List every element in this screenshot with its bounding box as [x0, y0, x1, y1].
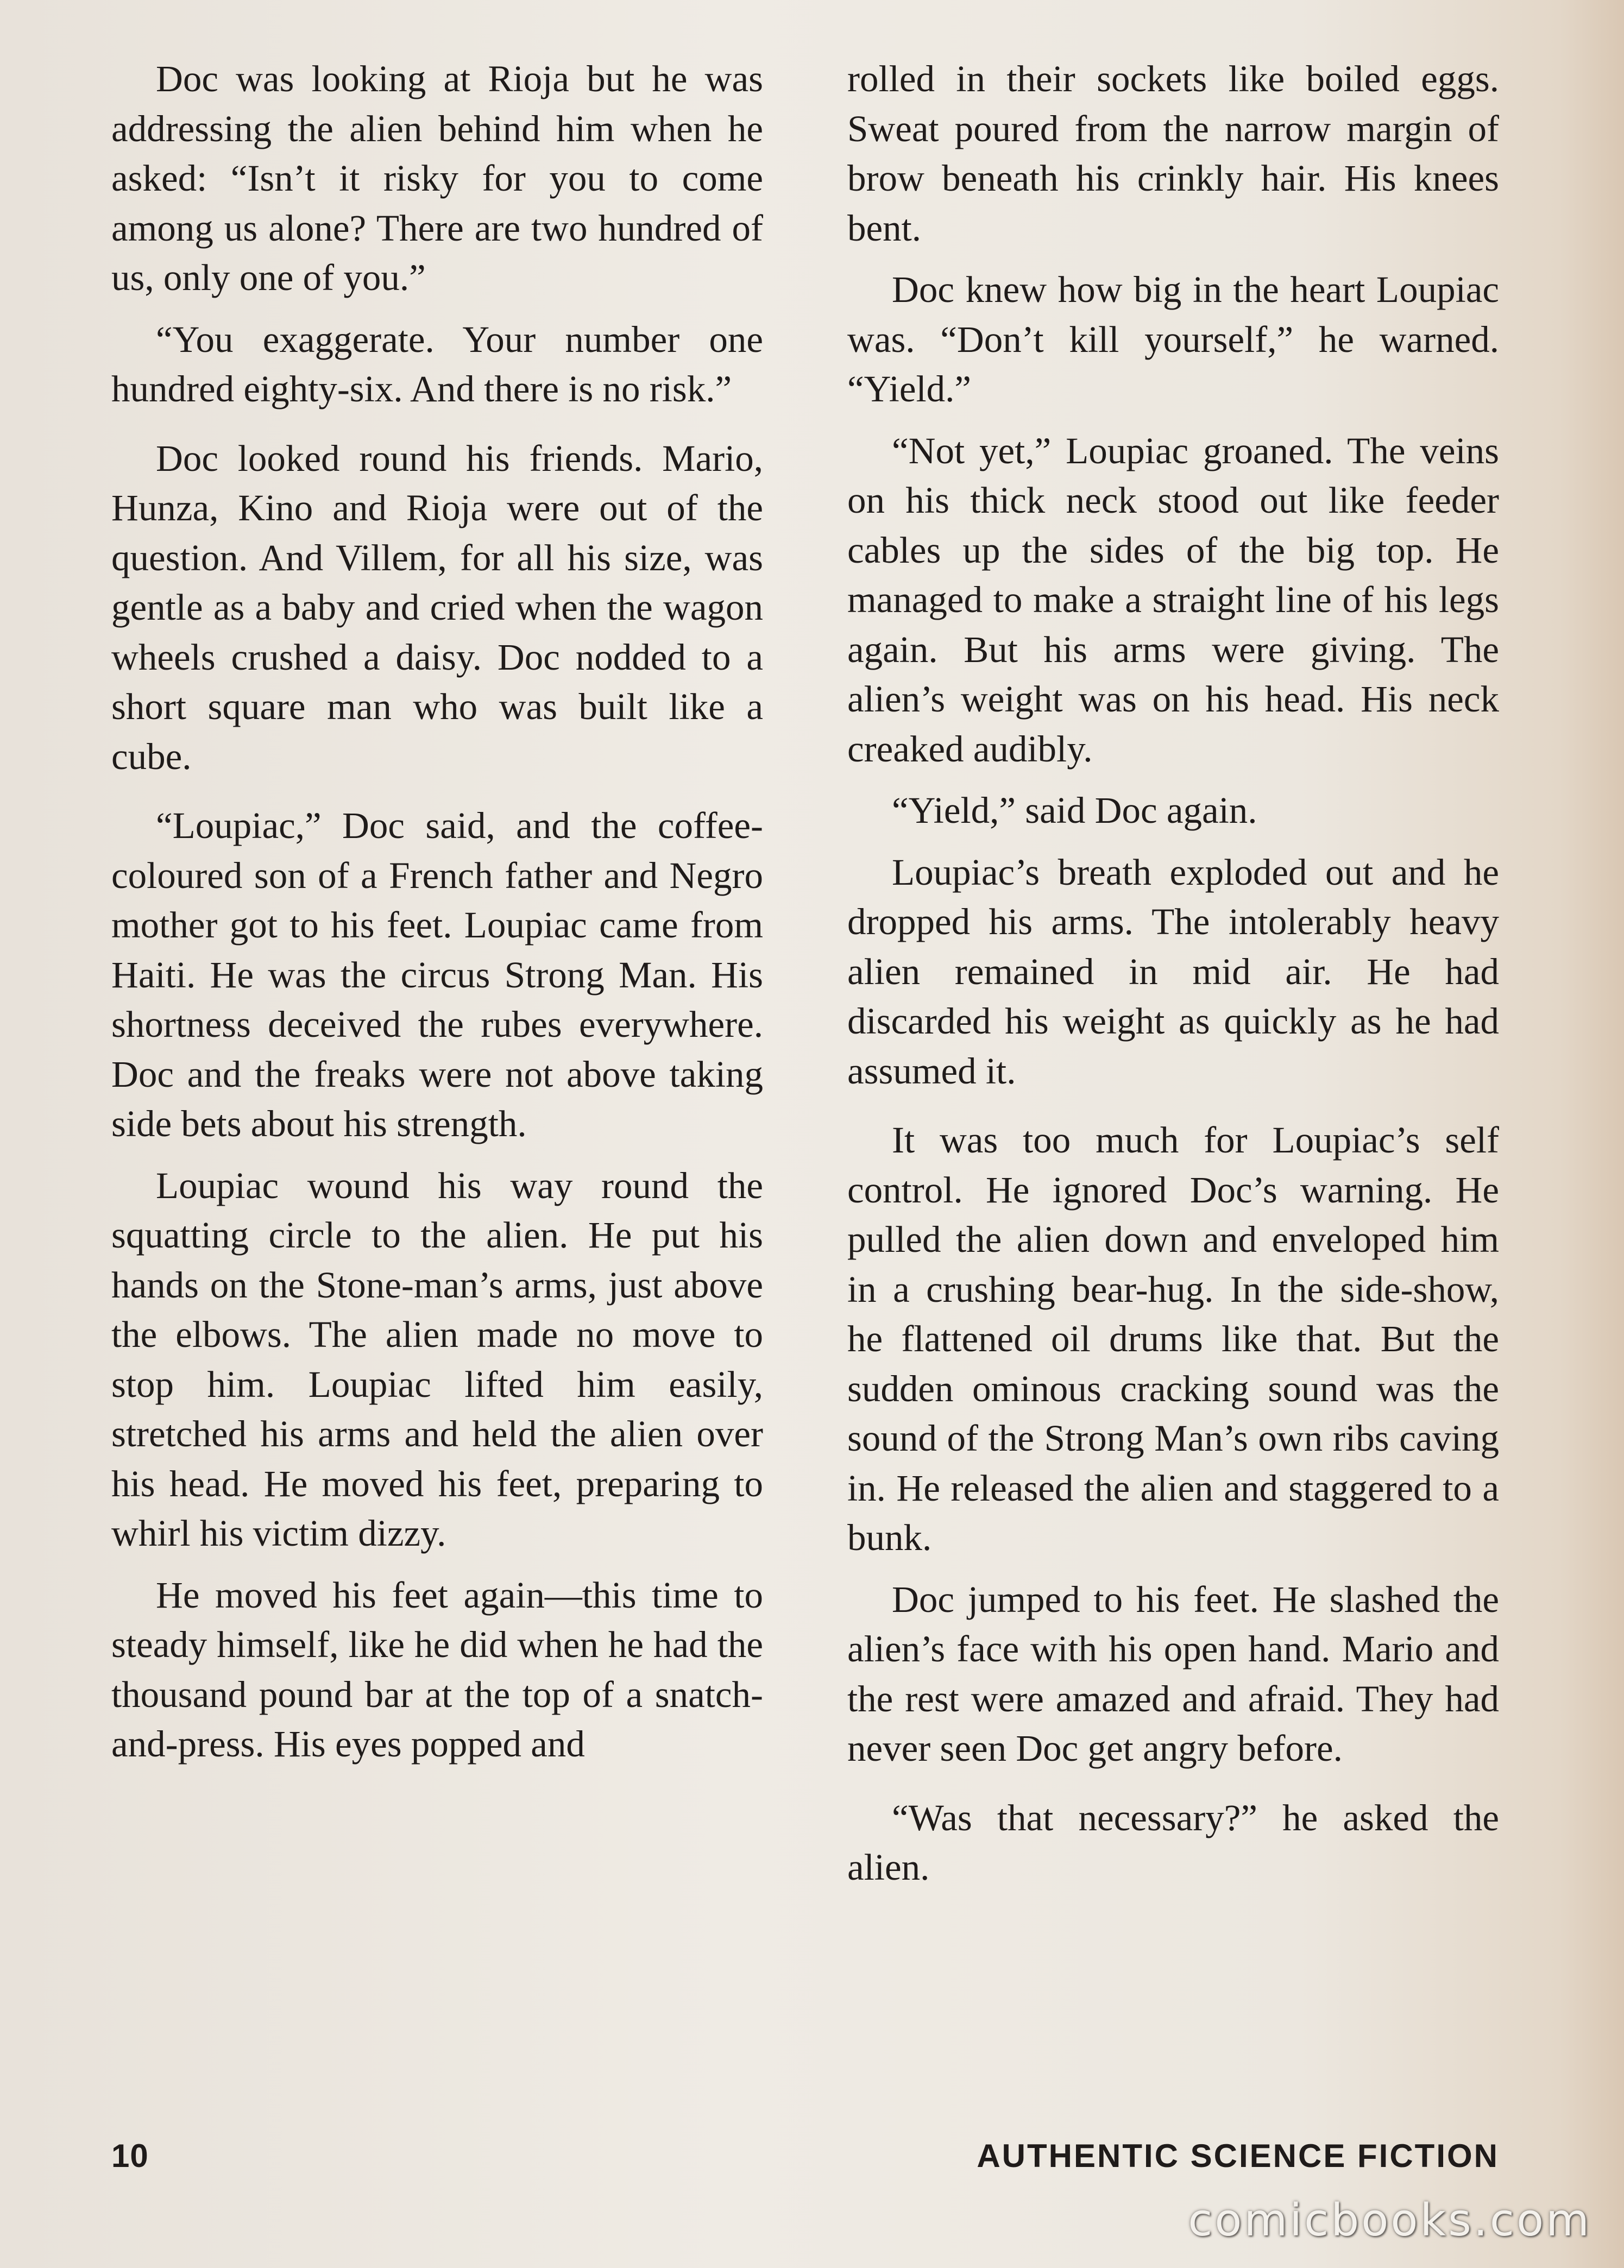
paragraph: Doc was looking at Rioja but he was addressing the alien behind him when he asked: “Isn’t it risky for you to come among us alone? There are two hundred of us, only one of you.” — [111, 58, 763, 298]
running-title: AUTHENTIC SCIENCE FICTION — [977, 2138, 1499, 2174]
paragraph: Doc jumped to his feet. He slashed the alien’s face with his open hand. Mario and the rest were amazed and afraid. They had never seen Doc get angry before. — [847, 1578, 1499, 1769]
paragraph: “Not yet,” Loupiac groaned. The veins on his thick neck stood out like feeder cables up the sides of the big top. He managed to make a straight line of his legs again. But his arms were giving. The alien’s weight was on his head. His neck creaked audibly. — [847, 430, 1499, 770]
paragraph: It was too much for Loupiac’s self control. He ignored Doc’s warning. He pulled the alien down and enveloped him in a crushing bear-hug. In the side-show, he flattened oil drums like that. But the sudden ominous cracking sound was the sound of the Strong Man’s own ribs caving in. He released the alien and staggered to a bunk. — [847, 1119, 1499, 1558]
watermark: comicbooks.com — [1188, 2195, 1591, 2246]
paragraph: Loupiac wound his way round the squatting circle to the alien. He put his hands on the Stone-man’s arms, just above the elbows. The alien made no move to stop him. Loupiac lifted him easily, stretched his arms and held the alien over his head. He moved his feet, preparing to whirl his victim dizzy. — [111, 1164, 763, 1554]
paragraph: Loupiac’s breath exploded out and he dropped his arms. The intolerably heavy alien remained in mid air. He had discarded his weight as quickly as he had assumed it. — [847, 851, 1499, 1092]
paragraph: Doc looked round his friends. Mario, Hunza, Kino and Rioja were out of the question. And Villem, for all his size, was gentle as a baby and cried when the wagon wheels crushed a daisy. Doc nodded to a short square man who was built like a cube. — [111, 437, 763, 777]
page-number: 10 — [111, 2138, 149, 2174]
paragraph-continued: rolled in their sockets like boiled eggs. Sweat poured from the narrow margin of brow beneath his crinkly hair. His knees bent. — [847, 58, 1499, 249]
right-text-column — [847, 54, 1499, 1905]
paragraph: “Loupiac,” Doc said, and the coffee-coloured son of a French father and Negro mother got to his feet. Loupiac came from Haiti. He was the circus Strong Man. His shortness deceived the rubes everywhere. Doc and the freaks were not above taking side bets about his strength. — [111, 805, 763, 1144]
paragraph: “Was that necessary?” he asked the alien. — [847, 1797, 1499, 1888]
paragraph: He moved his feet again—this time to steady himself, like he did when he had the thousand pound bar at the top of a snatch-and-press. His eyes popped and — [111, 1574, 763, 1765]
page-footer — [111, 2137, 1499, 2186]
left-text-column — [111, 54, 763, 1781]
paragraph: Doc knew how big in the heart Loupiac was. “Don’t kill yourself,” he warned. “Yield.” — [847, 269, 1499, 410]
paragraph: “You exaggerate. Your number one hundred eighty-six. And there is no risk.” — [111, 318, 763, 410]
paragraph: “Yield,” said Doc again. — [892, 790, 1257, 831]
